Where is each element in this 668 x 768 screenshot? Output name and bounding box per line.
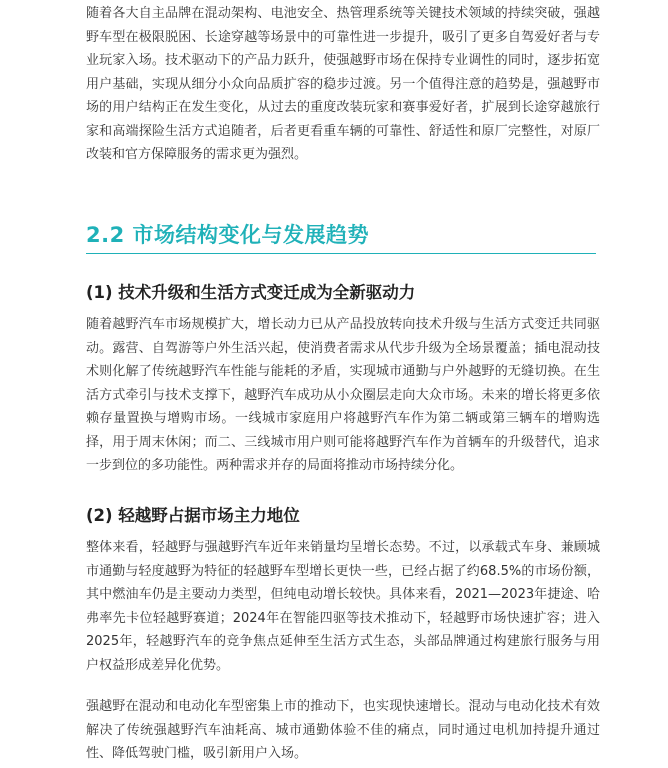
intro-paragraph: 随着各大自主品牌在混动架构、电池安全、热管理系统等关键技术领域的持续突破，强越野车型在极限脱困、长途穿越等场景中的可靠性进一步提升，吸引了更多自驾爱好者与专业玩家入场。技术驱动下的产品力跃升，使强越野市场在保持专业调性的同时，逐步拓宽用户基础，实现从细分小众向品质扩容的稳步过渡。另一个值得注意的趋势是，强越野市场的用户结构正在发生变化，从过去的重度改装玩家和赛事爱好者，扩展到长途穿越旅行家和高端探险生活方式追随者，后者更看重车辆的可靠性、舒适性和原厂完整性，对原厂改装和官方保障服务的需求更为强烈。: [86, 6, 600, 162]
subsection-1-title: (1) 技术升级和生活方式变迁成为全新驱动力: [86, 283, 416, 302]
subsection-2-paragraph-2: 强越野在混动和电动化车型密集上市的推动下，也实现快速增长。混动与电动化技术有效解决了传统强越野汽车油耗高、城市通勤体验不佳的痛点，同时通过电机加持提升通过性、降低驾驶门槛，吸引新用户入场。: [86, 699, 600, 761]
subsection-2-paragraph-1: 整体来看，轻越野与强越野汽车近年来销量均呈增长态势。不过，以承载式车身、兼顾城市通勤与轻度越野为特征的轻越野车型增长更快一些，已经占据了约68.5%的市场份额，其中燃油车仍是主要动力类型，但纯电动增长较快。具体来看，2021—2023年捷途、哈弗率先卡位轻越野赛道；2024年在智能四驱等技术推动下，轻越野市场快速扩容；进入2025年，轻越野汽车的竞争焦点延伸至生活方式生态，头部品牌通过构建旅行服务与用户权益形成差异化优势。: [86, 540, 600, 673]
subsection-1-paragraph: 随着越野汽车市场规模扩大，增长动力已从产品投放转向技术升级与生活方式变迁共同驱动。露营、自驾游等户外生活兴起，使消费者需求从代步升级为全场景覆盖；插电混动技术则化解了传统越野汽车性能与能耗的矛盾，实现城市通勤与户外越野的无缝切换。在生活方式牵引与技术支撑下，越野汽车成功从小众圈层走向大众市场。未来的增长将更多依赖存量置换与增购市场。一线城市家庭用户将越野汽车作为第二辆或第三辆车的增购选择，用于周末休闲；而二、三线城市用户则可能将越野汽车作为首辆车的升级替代，追求一步到位的多功能性。两种需求并存的局面将推动市场持续分化。: [86, 317, 600, 473]
subsection-2-title: (2) 轻越野占据市场主力地位: [86, 506, 300, 525]
section-divider: [86, 253, 596, 254]
section-title: 2.2 市场结构变化与发展趋势: [86, 223, 370, 247]
